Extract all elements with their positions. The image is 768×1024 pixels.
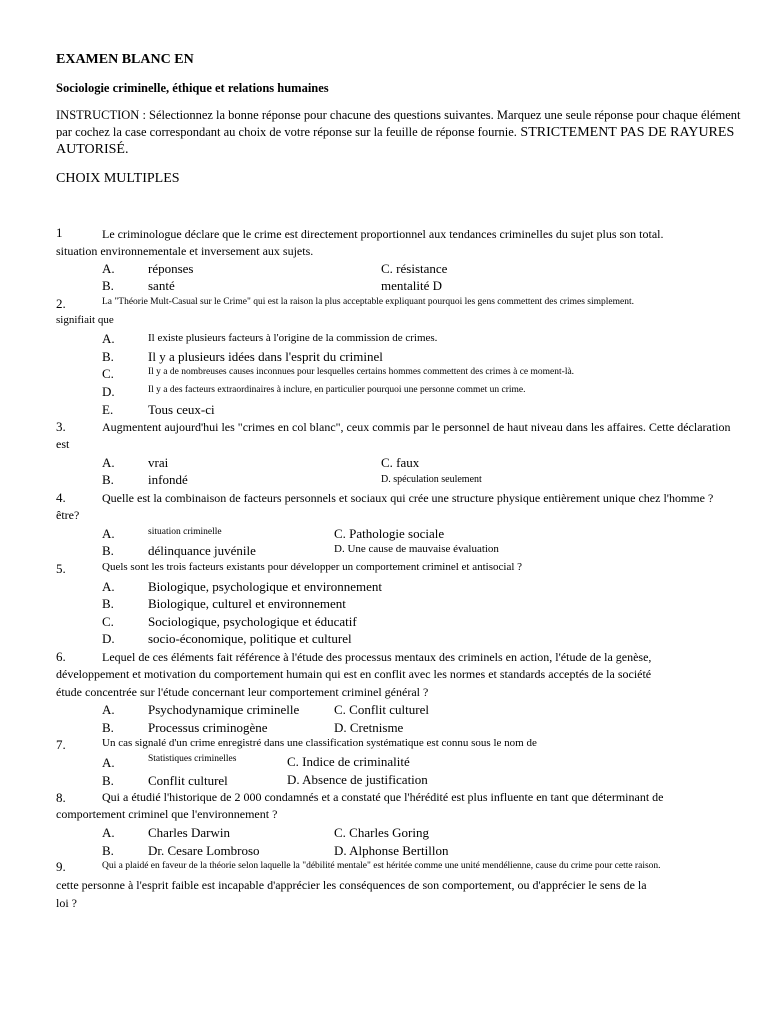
option-c: C. Conflit culturel (334, 702, 429, 717)
question-text: Qui a plaidé en faveur de la théorie selon laquelle la "débilité mentale" est héritée comme une unité mendélienne, cause du crime pour cette raison. (102, 861, 661, 871)
option-d: D. Cretnisme (334, 720, 404, 735)
option-b: Biologique, culturel et environnement (148, 596, 346, 611)
question-text-continued: est (56, 437, 70, 451)
exam-title: EXAMEN BLANC EN (56, 52, 194, 67)
option-letter: A. (102, 579, 115, 594)
option-a: Charles Darwin (148, 825, 230, 840)
option-letter: B. (102, 843, 114, 858)
option-letter: A. (102, 526, 115, 541)
question-text-continued: cette personne à l'esprit faible est incapable d'apprécier les conséquences de son comportement, ou d'apprécier le sens de la (56, 878, 647, 892)
option-d: D. Absence de justification (287, 772, 428, 787)
option-letter: A. (102, 825, 115, 840)
question-text: Quels sont les trois facteurs existants pour développer un comportement criminel et antisocial ? (102, 561, 523, 573)
option-letter: A. (102, 702, 115, 717)
option-letter: A. (102, 261, 115, 276)
option-c: C. résistance (381, 261, 448, 276)
option-e: Tous ceux-ci (148, 402, 215, 417)
option-c: C. Pathologie sociale (334, 526, 445, 541)
question-text: Augmentent aujourd'hui les "crimes en col blanc", ceux commis par le personnel de haut niveau dans les affaires. Cette déclaration (102, 420, 731, 434)
section-heading: CHOIX MULTIPLES (56, 171, 180, 186)
instruction-text (56, 107, 756, 158)
question-text: Le criminologue déclare que le crime est directement proportionnel aux tendances criminelles du sujet plus son total. (102, 227, 664, 241)
option-c: Il y a de nombreuses causes inconnues pour lesquelles certains hommes commettent des crimes à ce moment-là. (148, 367, 575, 377)
option-a: Biologique, psychologique et environnement (148, 579, 382, 594)
option-letter: C. (102, 614, 114, 629)
question-number: 4. (56, 490, 66, 505)
option-b: santé (148, 278, 175, 293)
question-text: Qui a étudié l'historique de 2 000 condamnés et a constaté que l'hérédité est plus influente en tant que déterminant de (102, 790, 664, 804)
question-text: La "Théorie Mult-Casual sur le Crime" qui est la raison la plus acceptable expliquant pourquoi les gens commettent des crimes simplement. (102, 297, 634, 307)
option-a: vrai (148, 455, 169, 470)
question-text-continued: situation environnementale et inversement aux sujets. (56, 244, 314, 258)
option-c: C. Charles Goring (334, 825, 429, 840)
option-c: C. faux (381, 455, 420, 470)
question-text: Un cas signalé d'un crime enregistré dans une classification systématique est connu sous le nom de (102, 737, 537, 749)
option-letter: B. (102, 278, 114, 293)
exam-subtitle: Sociologie criminelle, éthique et relations humaines (56, 81, 329, 95)
option-a: situation criminelle (148, 527, 222, 537)
question-text-continued: loi ? (56, 896, 77, 910)
option-letter: C. (102, 366, 114, 381)
option-d: D. spéculation seulement (381, 474, 482, 485)
question-number: 6. (56, 649, 66, 664)
question-text-continued: signifiait que (56, 314, 114, 326)
option-letter: B. (102, 720, 114, 735)
option-d: mentalité D (381, 278, 443, 293)
option-letter: E. (102, 402, 114, 417)
instruction-part2: STRICTEMENT PAS DE RAYURES AUTORISÉ. (56, 125, 735, 157)
question-number: 2. (56, 296, 66, 311)
option-letter: B. (102, 472, 114, 487)
question-text-continued: développement et motivation du comportement humain qui est en conflit avec les normes et standards acceptés de la société (56, 667, 652, 681)
option-a: Statistiques criminelles (148, 754, 237, 764)
option-b: Dr. Cesare Lombroso (148, 843, 260, 858)
option-letter: B. (102, 596, 114, 611)
question-number: 5. (56, 561, 66, 576)
question-text-continued: être? (56, 508, 80, 522)
option-b: Conflit culturel (148, 773, 228, 788)
option-d: D. Une cause de mauvaise évaluation (334, 543, 499, 555)
question-text-continued: étude concentrée sur l'étude concernant leur comportement criminel général ? (56, 685, 429, 699)
option-letter: D. (102, 631, 115, 646)
option-a: Il existe plusieurs facteurs à l'origine de la commission de crimes. (148, 332, 438, 344)
instruction-part1: INSTRUCTION : Sélectionnez la bonne réponse pour chacune des questions suivantes. Marquez une seule réponse pour chaque élément par cochez la case correspondant au choix de votre réponse sur la feuille de réponse fournie. (56, 108, 741, 139)
question-number: 8. (56, 790, 66, 805)
option-d: socio-économique, politique et culturel (148, 631, 352, 646)
option-letter: A. (102, 755, 115, 770)
option-b: délinquance juvénile (148, 543, 256, 558)
option-a: Psychodynamique criminelle (148, 702, 300, 717)
option-a: réponses (148, 261, 194, 276)
question-number: 7. (56, 737, 66, 752)
option-b: Il y a plusieurs idées dans l'esprit du criminel (148, 349, 383, 364)
question-number: 9. (56, 859, 66, 874)
option-c: Sociologique, psychologique et éducatif (148, 614, 357, 629)
option-letter: B. (102, 543, 114, 558)
option-letter: A. (102, 455, 115, 470)
question-text: Quelle est la combinaison de facteurs personnels et sociaux qui crée une structure physique entièrement unique chez l'homme ? (102, 491, 714, 505)
question-number: 1 (56, 225, 63, 240)
option-letter: B. (102, 773, 114, 788)
option-letter: A. (102, 331, 115, 346)
question-text: Lequel de ces éléments fait référence à l'étude des processus mentaux des criminels en action, l'étude de la genèse, (102, 650, 652, 664)
option-b: Processus criminogène (148, 720, 268, 735)
option-letter: B. (102, 349, 114, 364)
option-b: infondé (148, 472, 188, 487)
question-text-continued: comportement criminel que l'environnement ? (56, 807, 278, 821)
option-d: Il y a des facteurs extraordinaires à inclure, en particulier pourquoi une personne commet un crime. (148, 385, 526, 395)
option-d: D. Alphonse Bertillon (334, 843, 449, 858)
option-letter: D. (102, 384, 115, 399)
option-c: C. Indice de criminalité (287, 754, 410, 769)
question-number: 3. (56, 419, 66, 434)
